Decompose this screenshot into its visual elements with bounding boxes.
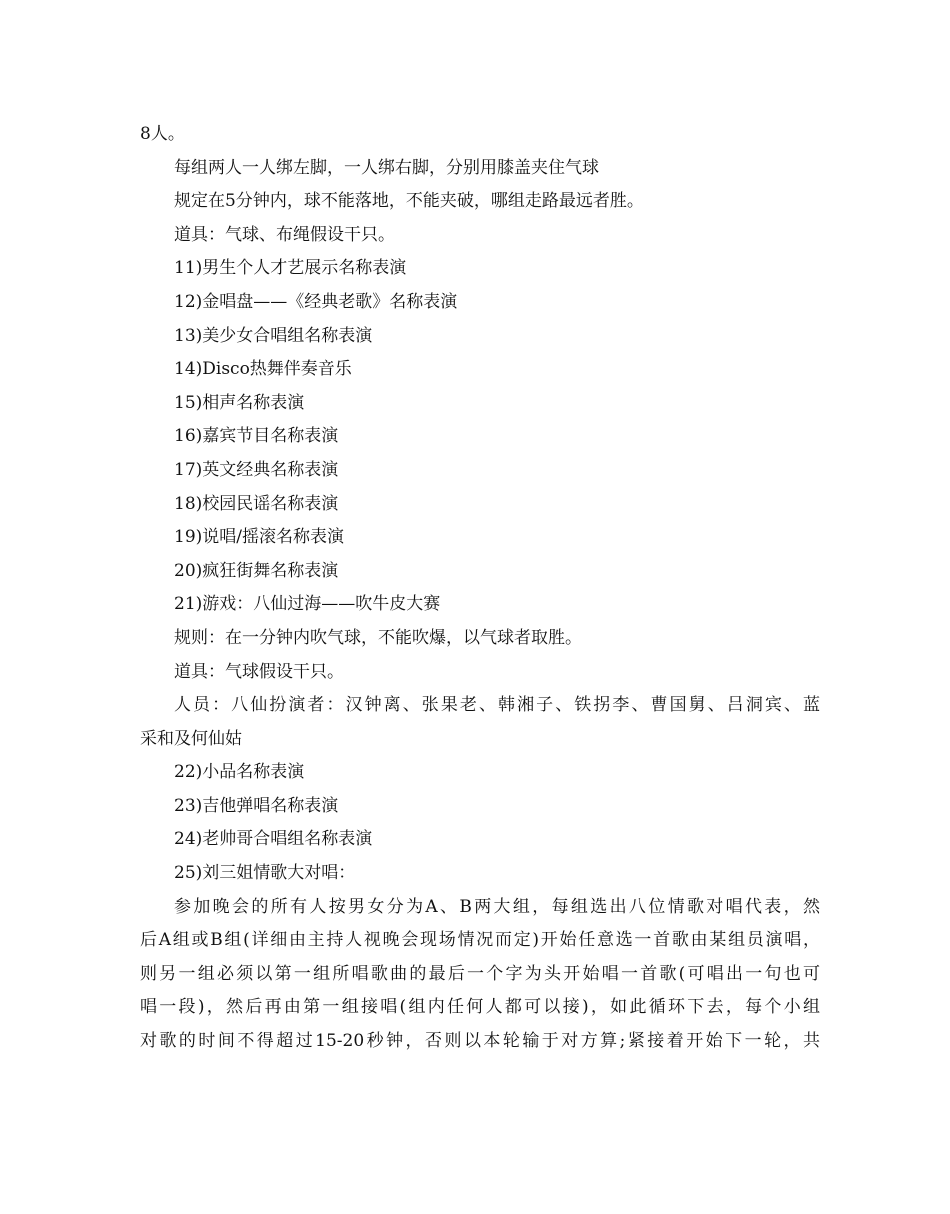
text-line: 人员：八仙扮演者：汉钟离、张果老、韩湘子、铁拐李、曹国舅、吕洞宾、蓝 (174, 695, 820, 716)
program-item: 23)吉他弹唱名称表演 (174, 795, 339, 816)
program-item: 24)老帅哥合唱组名称表演 (174, 829, 373, 850)
program-item: 13)美少女合唱组名称表演 (174, 325, 373, 346)
paragraph-line: 参加晚会的所有人按男女分为A、B两大组，每组选出八位情歌对唱代表，然 (174, 896, 820, 917)
paragraph-line: 则另一组必须以第一组所唱歌曲的最后一个字为头开始唱一首歌(可唱出一句也可 (140, 963, 820, 984)
text-line: 道具：气球、布绳假设干只。 (174, 224, 395, 245)
text-line: 采和及何仙姑 (140, 728, 242, 749)
program-item: 14)Disco热舞伴奏音乐 (174, 359, 352, 380)
program-item: 15)相声名称表演 (174, 392, 305, 413)
program-item: 19)说唱/摇滚名称表演 (174, 527, 344, 548)
text-line: 8人。 (140, 124, 185, 144)
program-item: 21)游戏：八仙过海——吹牛皮大赛 (174, 594, 441, 615)
paragraph-line: 对歌的时间不得超过15-20秒钟，否则以本轮输于对方算;紧接着开始下一轮，共 (140, 1031, 820, 1052)
program-item: 18)校园民谣名称表演 (174, 493, 339, 514)
document-body (140, 118, 820, 1059)
text-line: 道具：气球假设干只。 (174, 661, 344, 682)
program-item: 17)英文经典名称表演 (174, 459, 339, 480)
program-item: 12)金唱盘——《经典老歌》名称表演 (174, 291, 458, 312)
text-line: 规则：在一分钟内吹气球，不能吹爆，以气球者取胜。 (174, 627, 582, 648)
text-line: 每组两人一人绑左脚，一人绑右脚，分别用膝盖夹住气球 (174, 157, 599, 178)
text-line: 规定在5分钟内，球不能落地，不能夹破，哪组走路最远者胜。 (174, 191, 644, 212)
paragraph-line: 唱一段)，然后再由第一组接唱(组内任何人都可以接)，如此循环下去，每个小组 (140, 997, 820, 1018)
program-item: 20)疯狂街舞名称表演 (174, 560, 339, 581)
program-item: 11)男生个人才艺展示名称表演 (174, 258, 407, 279)
program-item: 16)嘉宾节目名称表演 (174, 426, 339, 447)
paragraph-line: 后A组或B组(详细由主持人视晚会现场情况而定)开始任意选一首歌由某组员演唱， (140, 930, 820, 951)
program-item: 25)刘三姐情歌大对唱： (174, 863, 356, 884)
program-item: 22)小品名称表演 (174, 762, 305, 783)
